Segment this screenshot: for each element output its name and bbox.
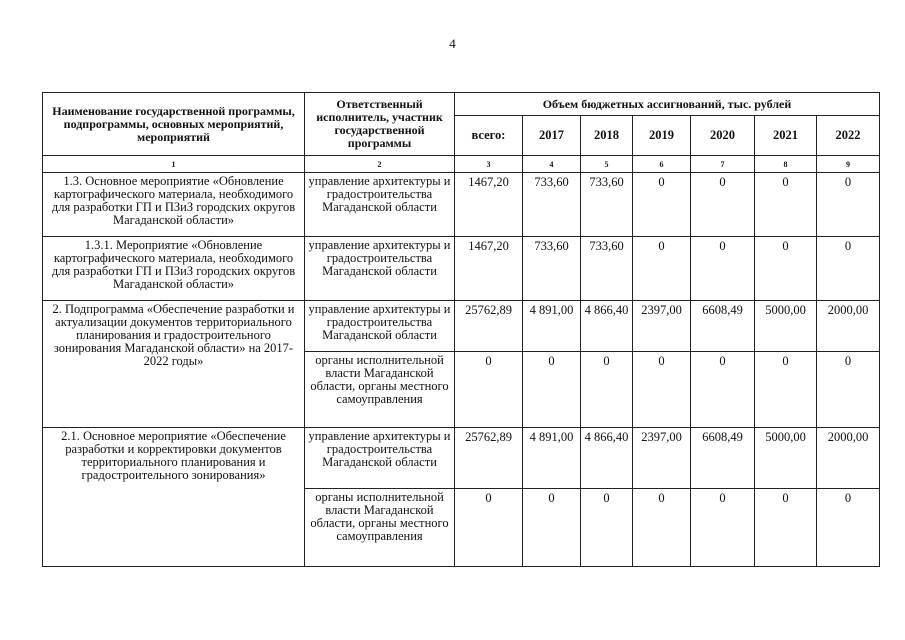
value-2022: 0: [817, 489, 880, 567]
column-number: 9: [817, 156, 880, 173]
column-number: 3: [455, 156, 523, 173]
value-2018: 0: [581, 352, 633, 428]
executor-cell: управление архитектуры и градостроительства Магаданской области: [305, 301, 455, 352]
value-total: 1467,20: [455, 173, 523, 237]
value-2020: 0: [691, 489, 755, 567]
header-year-2017: 2017: [523, 116, 581, 156]
value-2022: 2000,00: [817, 301, 880, 352]
value-2022: 2000,00: [817, 428, 880, 489]
header-year-2020: 2020: [691, 116, 755, 156]
value-2020: 0: [691, 352, 755, 428]
value-2020: 0: [691, 237, 755, 301]
header-year-2019: 2019: [633, 116, 691, 156]
column-number: 1: [43, 156, 305, 173]
value-2017: 733,60: [523, 173, 581, 237]
value-total: 25762,89: [455, 428, 523, 489]
column-number: 2: [305, 156, 455, 173]
value-2018: 733,60: [581, 173, 633, 237]
header-budget-column: Объем бюджетных ассигнований, тыс. рублей: [455, 93, 880, 116]
column-number: 5: [581, 156, 633, 173]
column-number: 4: [523, 156, 581, 173]
value-2021: 0: [755, 489, 817, 567]
value-2021: 0: [755, 173, 817, 237]
value-2019: 0: [633, 489, 691, 567]
value-2019: 0: [633, 352, 691, 428]
value-2020: 6608,49: [691, 301, 755, 352]
value-2020: 0: [691, 173, 755, 237]
column-number: 6: [633, 156, 691, 173]
value-2017: 0: [523, 352, 581, 428]
value-2018: 4 866,40: [581, 428, 633, 489]
value-2021: 0: [755, 352, 817, 428]
value-2021: 5000,00: [755, 301, 817, 352]
value-2019: 2397,00: [633, 428, 691, 489]
value-2019: 0: [633, 173, 691, 237]
activity-name: 2. Подпрограмма «Обеспечение разработки и актуализации документов территориального планирования и градостроительного зонирования Магаданской области» на 2017-2022 годы»: [43, 301, 305, 428]
value-2022: 0: [817, 237, 880, 301]
value-2017: 4 891,00: [523, 301, 581, 352]
activity-name: 2.1. Основное мероприятие «Обеспечение разработки и корректировки документов территориального планирования и градостроительного зонирования»: [43, 428, 305, 567]
value-2022: 0: [817, 173, 880, 237]
executor-cell: управление архитектуры и градостроительства Магаданской области: [305, 237, 455, 301]
value-2020: 6608,49: [691, 428, 755, 489]
executor-cell: управление архитектуры и градостроительства Магаданской области: [305, 428, 455, 489]
value-total: 1467,20: [455, 237, 523, 301]
table-row: [43, 173, 880, 237]
value-2017: 4 891,00: [523, 428, 581, 489]
table-row: [43, 428, 880, 489]
value-2018: 0: [581, 489, 633, 567]
header-year-2018: 2018: [581, 116, 633, 156]
executor-cell: органы исполнительной власти Магаданской области, органы местного самоуправления: [305, 489, 455, 567]
activity-name: 1.3.1. Мероприятие «Обновление картографического материала, необходимого для разработки ГП и ПЗиЗ городских округов Магаданской области»: [43, 237, 305, 301]
activity-name: 1.3. Основное мероприятие «Обновление картографического материала, необходимого для разработки ГП и ПЗиЗ городских округов Магаданской области»: [43, 173, 305, 237]
value-2022: 0: [817, 352, 880, 428]
header-executor-column: Ответственный исполнитель, участник государственной программы: [305, 93, 455, 156]
header-year-2022: 2022: [817, 116, 880, 156]
table-row: [43, 301, 880, 352]
value-total: 0: [455, 352, 523, 428]
value-total: 0: [455, 489, 523, 567]
column-number: 7: [691, 156, 755, 173]
executor-cell: управление архитектуры и градостроительства Магаданской области: [305, 173, 455, 237]
budget-table: [42, 92, 880, 567]
value-2019: 0: [633, 237, 691, 301]
executor-cell: органы исполнительной власти Магаданской области, органы местного самоуправления: [305, 352, 455, 428]
header-total: всего:: [455, 116, 523, 156]
value-2018: 733,60: [581, 237, 633, 301]
value-2021: 0: [755, 237, 817, 301]
header-name-column: Наименование государственной программы, подпрограммы, основных мероприятий, мероприятий: [43, 93, 305, 156]
value-2017: 733,60: [523, 237, 581, 301]
page-number: 4: [449, 36, 456, 51]
value-2018: 4 866,40: [581, 301, 633, 352]
value-total: 25762,89: [455, 301, 523, 352]
value-2017: 0: [523, 489, 581, 567]
table-row: [43, 237, 880, 301]
column-number: 8: [755, 156, 817, 173]
value-2019: 2397,00: [633, 301, 691, 352]
header-year-2021: 2021: [755, 116, 817, 156]
value-2021: 5000,00: [755, 428, 817, 489]
